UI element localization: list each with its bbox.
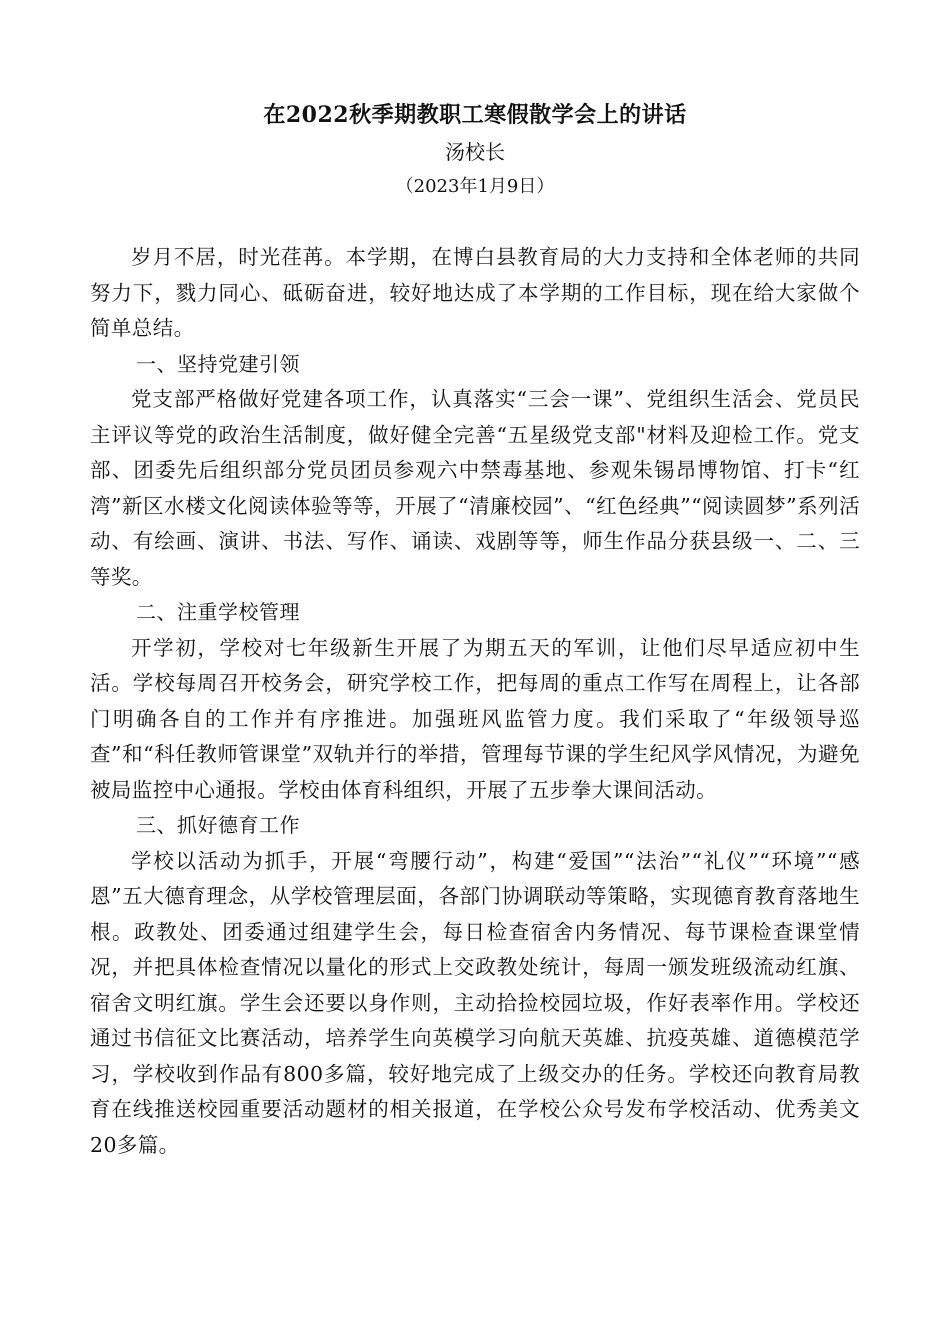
section-text-management: 开学初，学校对七年级新生开展了为期五天的军训，让他们尽早适应初中生活。学校每周召开校务会，研究学校工作，把每周的重点工作写在周程上，让各部门明确各自的工作并有序推进。加强班风监管力度。我们采取了“年级领导巡查”和“科任教师管课堂”双轨并行的举措，管理每节课的学生纪风学风情况，为避免被局监控中心通报。学校由体育科组织，开展了五步拳大课间活动。 — [90, 635, 860, 802]
document-title: 在2022秋季期教职工寒假散学会上的讲话 — [263, 102, 687, 128]
intro-paragraph: 岁月不居，时光荏苒。本学期，在博白县教育局的大力支持和全体老师的共同努力下，戮力同心、砥砺奋进，较好地达成了本学期的工作目标，现在给大家做个简单总结。 — [90, 245, 860, 340]
section-text-moral-education: 学校以活动为抓手，开展“弯腰行动”，构建“爱国”“法治”“礼仪”“环境”“感恩”五大德育理念，从学校管理层面，各部门协调联动等策略，实现德育教育落地生根。政教处、团委通过组建学生会，每日检查宿舍内务情况、每节课检查课堂情况，并把具体检查情况以量化的形式上交政教处统计，每周一颁发班级流动红旗、宿舍文明红旗。学生会还要以身作则，主动拾捡校园垃圾，作好表率作用。学校还通过书信征文比赛活动，培养学生向英模学习向航天英雄、抗疫英雄、道德模范学习，学校收到作品有800多篇，较好地完成了上级交办的任务。学校还向教育局教育在线推送校园重要活动题材的相关报道，在学校公众号发布学校活动、优秀美文20多篇。 — [90, 848, 860, 1157]
document-author: 汤校长 — [445, 140, 505, 164]
section-heading-moral-education: 三、抓好德育工作 — [136, 813, 300, 837]
document-date: （2023年1月9日） — [395, 176, 555, 197]
document-body — [90, 240, 860, 1163]
section-text-party: 党支部严格做好党建各项工作，认真落实“三会一课”、党组织生活会、党员民主评议等党的政治生活制度，做好健全完善“五星级党支部"材料及迎检工作。党支部、团委先后组织部分党员团员参观六中禁毒基地、参观朱锡昂博物馆、打卡“红湾”新区水楼文化阅读体验等等，开展了“清廉校园”、“红色经典”“阅读圆梦”系列活动、有绘画、演讲、书法、写作、诵读、戏剧等等，师生作品分获县级一、二、三等奖。 — [90, 387, 860, 589]
section-heading-party: 一、坚持党建引领 — [136, 351, 300, 376]
section-heading-management: 二、注重学校管理 — [136, 600, 300, 624]
